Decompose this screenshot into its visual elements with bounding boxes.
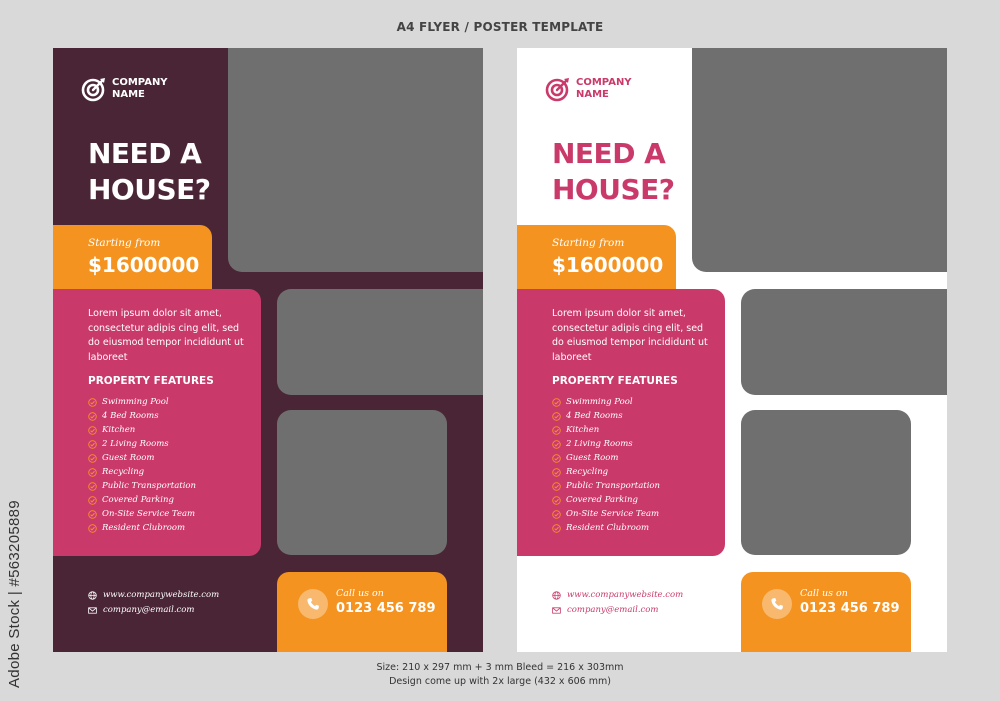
check-circle-icon bbox=[88, 482, 97, 491]
design-info: Design come up with 2x large (432 x 606 mm) bbox=[389, 676, 611, 687]
check-circle-icon bbox=[552, 496, 561, 505]
website-line bbox=[88, 590, 219, 600]
check-circle-icon bbox=[552, 398, 561, 407]
feature-item bbox=[88, 409, 196, 423]
check-circle-icon bbox=[88, 524, 97, 533]
feature-item bbox=[552, 437, 660, 451]
email-text[interactable]: company@email.com bbox=[567, 605, 659, 615]
check-circle-icon bbox=[88, 454, 97, 463]
call-label: Call us on bbox=[800, 588, 848, 599]
phone-icon bbox=[770, 597, 784, 611]
mail-icon bbox=[88, 606, 97, 615]
feature-label: Recycling bbox=[102, 467, 145, 477]
features-panel bbox=[517, 289, 725, 556]
feature-label: Guest Room bbox=[566, 453, 619, 463]
flyer-dark bbox=[53, 48, 483, 652]
feature-item bbox=[88, 395, 196, 409]
check-circle-icon bbox=[552, 468, 561, 477]
website-line bbox=[552, 590, 683, 600]
company-name-line2: NAME bbox=[576, 89, 609, 100]
feature-item bbox=[552, 493, 660, 507]
description-line: consectetur adipis cing elit, sed bbox=[88, 322, 240, 334]
feature-item bbox=[552, 409, 660, 423]
features-panel bbox=[53, 289, 261, 556]
phone-icon-circle bbox=[298, 589, 328, 619]
email-line bbox=[552, 605, 658, 615]
photo-placeholder-medium bbox=[277, 289, 483, 395]
photo-placeholder-small bbox=[277, 410, 447, 555]
check-circle-icon bbox=[88, 398, 97, 407]
phone-icon bbox=[306, 597, 320, 611]
check-circle-icon bbox=[552, 524, 561, 533]
template-title: A4 FLYER / POSTER TEMPLATE bbox=[396, 20, 604, 34]
feature-label: Kitchen bbox=[566, 425, 600, 435]
feature-label: 2 Living Rooms bbox=[102, 439, 169, 449]
photo-placeholder-small bbox=[741, 410, 911, 555]
description bbox=[88, 307, 256, 365]
feature-item bbox=[88, 437, 196, 451]
check-circle-icon bbox=[88, 468, 97, 477]
feature-label: Covered Parking bbox=[102, 495, 174, 505]
feature-item bbox=[88, 493, 196, 507]
website-text[interactable]: www.companywebsite.com bbox=[103, 590, 220, 600]
globe-icon bbox=[88, 591, 97, 600]
feature-label: On-Site Service Team bbox=[566, 509, 660, 519]
description-line: do eiusmod tempor incididunt ut bbox=[88, 337, 244, 348]
feature-item bbox=[88, 479, 196, 493]
headline-line2: HOUSE? bbox=[88, 173, 211, 206]
check-circle-icon bbox=[552, 426, 561, 435]
feature-item bbox=[88, 451, 196, 465]
feature-label: 4 Bed Rooms bbox=[102, 411, 159, 421]
check-circle-icon bbox=[88, 496, 97, 505]
website-text[interactable]: www.companywebsite.com bbox=[567, 590, 684, 600]
price-value: $1600000 bbox=[88, 253, 200, 277]
headline-line2: HOUSE? bbox=[552, 173, 675, 206]
headline bbox=[552, 136, 675, 208]
size-info: Size: 210 x 297 mm + 3 mm Bleed = 216 x 303mm bbox=[376, 662, 624, 673]
check-circle-icon bbox=[88, 440, 97, 449]
feature-label: Guest Room bbox=[102, 453, 155, 463]
price-value: $1600000 bbox=[552, 253, 664, 277]
check-circle-icon bbox=[88, 510, 97, 519]
description-line: do eiusmod tempor incididunt ut bbox=[552, 337, 708, 348]
feature-item bbox=[552, 479, 660, 493]
email-line bbox=[88, 605, 194, 615]
feature-label: On-Site Service Team bbox=[102, 509, 196, 519]
check-circle-icon bbox=[88, 426, 97, 435]
features-title: PROPERTY FEATURES bbox=[552, 375, 678, 387]
company-name-line1: COMPANY bbox=[112, 77, 168, 88]
features-list bbox=[88, 395, 196, 535]
flyer-light bbox=[517, 48, 947, 652]
company-name-line2: NAME bbox=[112, 89, 145, 100]
call-number[interactable]: 0123 456 789 bbox=[800, 601, 900, 616]
description bbox=[552, 307, 720, 365]
feature-item bbox=[88, 423, 196, 437]
photo-placeholder-large bbox=[228, 48, 483, 272]
feature-item bbox=[552, 507, 660, 521]
globe-icon bbox=[552, 591, 561, 600]
check-circle-icon bbox=[88, 412, 97, 421]
feature-label: 4 Bed Rooms bbox=[566, 411, 623, 421]
feature-label: Covered Parking bbox=[566, 495, 638, 505]
mail-icon bbox=[552, 606, 561, 615]
headline-line1: NEED A bbox=[552, 137, 666, 170]
call-panel[interactable] bbox=[741, 572, 911, 652]
description-line: Lorem ipsum dolor sit amet, bbox=[88, 308, 222, 319]
features-title: PROPERTY FEATURES bbox=[88, 375, 214, 387]
target-icon bbox=[545, 76, 571, 102]
feature-label: Recycling bbox=[566, 467, 609, 477]
feature-item bbox=[552, 521, 660, 535]
price-panel bbox=[517, 225, 676, 289]
check-circle-icon bbox=[552, 440, 561, 449]
check-circle-icon bbox=[552, 510, 561, 519]
headline bbox=[88, 136, 211, 208]
feature-item bbox=[552, 451, 660, 465]
description-line: laboreet bbox=[88, 351, 128, 363]
company-name-line1: COMPANY bbox=[576, 77, 632, 88]
feature-item bbox=[88, 465, 196, 479]
photo-placeholder-large bbox=[692, 48, 947, 272]
phone-icon-circle bbox=[762, 589, 792, 619]
call-number[interactable]: 0123 456 789 bbox=[336, 601, 436, 616]
feature-item bbox=[552, 465, 660, 479]
price-panel bbox=[53, 225, 212, 289]
description-line: Lorem ipsum dolor sit amet, bbox=[552, 308, 686, 319]
feature-label: Resident Clubroom bbox=[102, 523, 186, 533]
company-name bbox=[112, 77, 168, 101]
headline-line1: NEED A bbox=[88, 137, 202, 170]
feature-label: Public Transportation bbox=[566, 481, 661, 491]
description-line: laboreet bbox=[552, 351, 592, 363]
feature-label: Swimming Pool bbox=[566, 397, 633, 407]
feature-label: Public Transportation bbox=[102, 481, 197, 491]
call-panel[interactable] bbox=[277, 572, 447, 652]
check-circle-icon bbox=[552, 482, 561, 491]
company-logo bbox=[545, 76, 632, 102]
stock-id-text: Adobe Stock | #563205889 bbox=[6, 500, 23, 688]
call-label: Call us on bbox=[336, 588, 384, 599]
check-circle-icon bbox=[552, 412, 561, 421]
email-text[interactable]: company@email.com bbox=[103, 605, 195, 615]
feature-item bbox=[88, 521, 196, 535]
company-logo bbox=[81, 76, 168, 102]
feature-label: Kitchen bbox=[102, 425, 136, 435]
feature-item bbox=[552, 423, 660, 437]
price-label: Starting from bbox=[552, 237, 625, 249]
features-list bbox=[552, 395, 660, 535]
feature-label: Resident Clubroom bbox=[566, 523, 650, 533]
company-name bbox=[576, 77, 632, 101]
description-line: consectetur adipis cing elit, sed bbox=[552, 322, 704, 334]
feature-label: Swimming Pool bbox=[102, 397, 169, 407]
target-icon bbox=[81, 76, 107, 102]
check-circle-icon bbox=[552, 454, 561, 463]
feature-item bbox=[88, 507, 196, 521]
price-label: Starting from bbox=[88, 237, 161, 249]
feature-item bbox=[552, 395, 660, 409]
photo-placeholder-medium bbox=[741, 289, 947, 395]
footer-info bbox=[0, 661, 1000, 689]
feature-label: 2 Living Rooms bbox=[566, 439, 633, 449]
